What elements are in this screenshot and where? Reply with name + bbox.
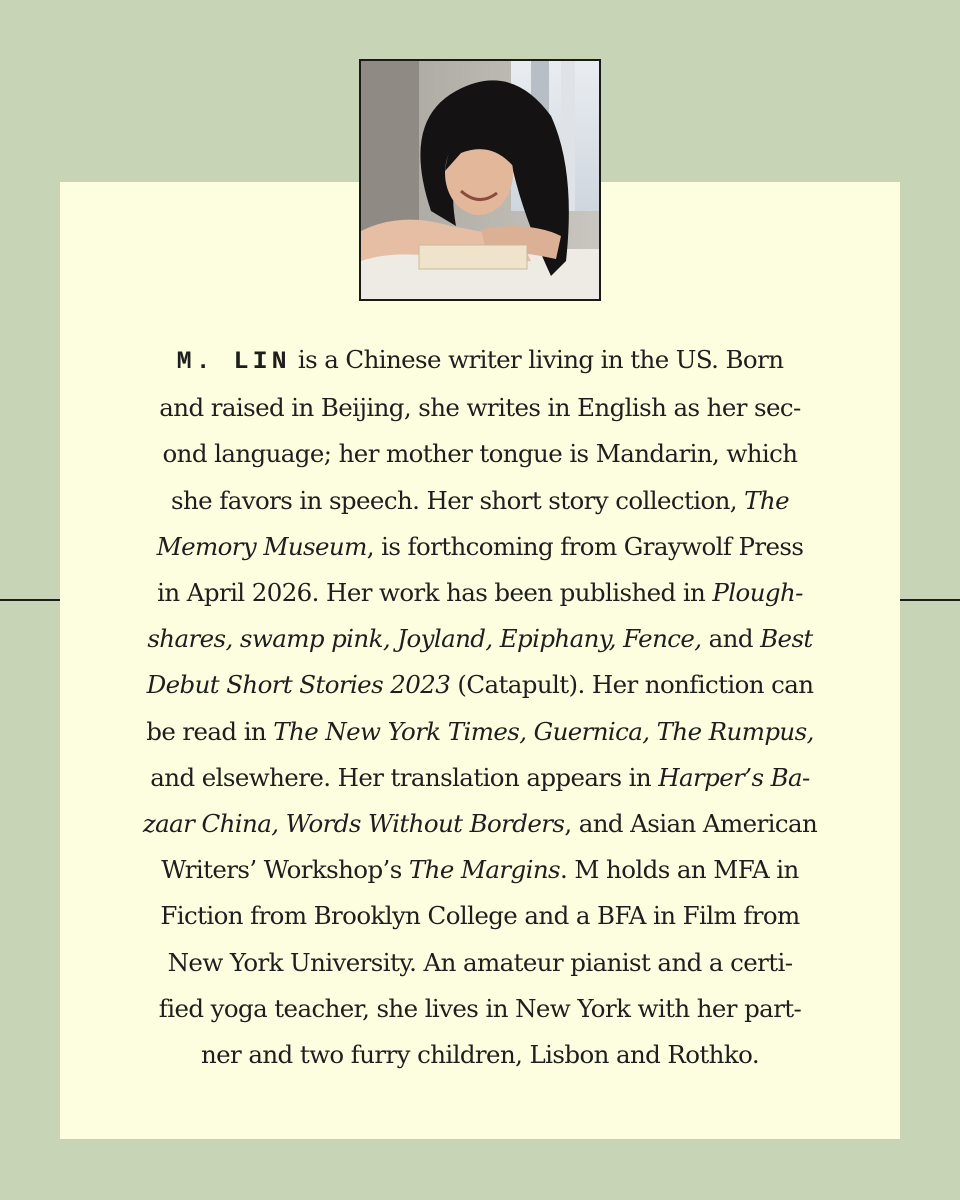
bio-text-segment: New York University. An amateur pianist and a certi- xyxy=(167,947,793,977)
divider-line-left xyxy=(0,599,60,601)
bio-text-segment: (Catapult). Her nonfiction can xyxy=(450,670,814,700)
bio-text xyxy=(143,345,817,1069)
bio-italic-title: Debut Short Stories 2023 xyxy=(146,670,451,700)
bio-italic-title: Plough- xyxy=(712,578,803,608)
author-photo xyxy=(359,59,601,301)
bio-italic-title: zaar China, Words Without Borders xyxy=(142,809,565,839)
bio-italic-title: The Margins xyxy=(408,855,560,885)
bio-text-segment: in April 2026. Her work has been published in xyxy=(157,578,713,608)
bio-text-segment: Writers’ Workshop’s xyxy=(161,855,409,885)
bio-italic-title: Best xyxy=(760,624,813,654)
bio-italic-title: shares, swamp pink, Joyland, Epiphany, Fence, xyxy=(147,624,702,654)
bio-text-segment: , is forthcoming from Graywolf Press xyxy=(366,531,804,561)
author-bio xyxy=(108,337,852,1078)
bio-italic-title: Memory Museum xyxy=(156,531,367,561)
bio-text-segment: be read in xyxy=(146,716,274,746)
bio-text-segment: ner and two furry children, Lisbon and Rothko. xyxy=(200,1040,760,1070)
bio-text-segment: . M holds an MFA in xyxy=(560,855,799,885)
bio-italic-title: The xyxy=(744,485,789,515)
bio-text-segment: is a Chinese writer living in the US. Born xyxy=(290,345,784,374)
bio-text-segment: , and Asian American xyxy=(564,809,818,839)
author-portrait-photo-icon xyxy=(361,61,599,299)
author-name: M. LIN xyxy=(176,347,291,376)
bio-text-segment: she favors in speech. Her short story collection, xyxy=(170,485,745,515)
bio-text-segment: and raised in Beijing, she writes in English as her sec- xyxy=(159,393,801,423)
divider-line-right xyxy=(900,599,960,601)
bio-text-segment: fied yoga teacher, she lives in New York with her part- xyxy=(158,993,802,1023)
bio-text-segment: and elsewhere. Her translation appears in xyxy=(150,762,659,792)
bio-text-segment: and xyxy=(701,624,761,654)
bio-italic-title: The New York Times, Guernica, The Rumpus, xyxy=(273,716,814,746)
bio-italic-title: Harper’s Ba- xyxy=(658,762,810,792)
bio-text-segment: ond language; her mother tongue is Mandarin, which xyxy=(162,439,798,469)
bio-text-segment: Fiction from Brooklyn College and a BFA in Film from xyxy=(160,901,800,931)
